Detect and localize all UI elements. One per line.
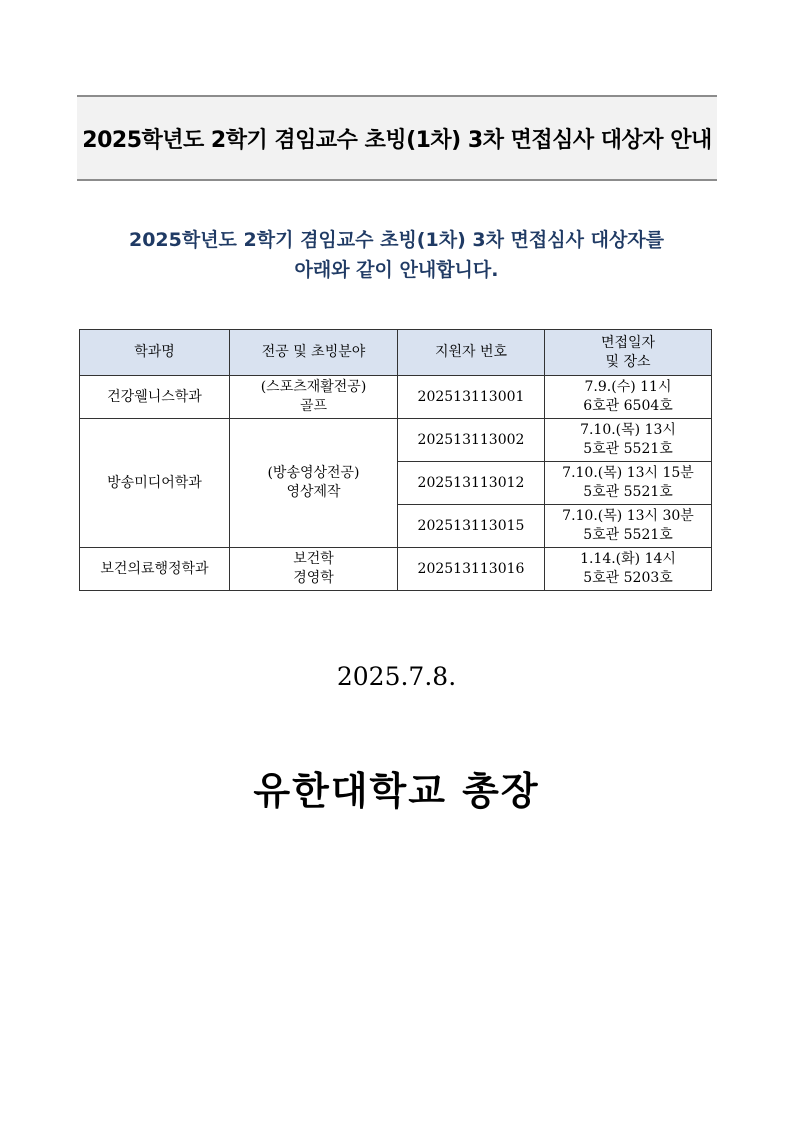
applicant-number-cell: 202513113016	[398, 548, 545, 591]
field-cell: (방송영상전공) 영상제작	[230, 419, 398, 548]
department-cell: 건강웰니스학과	[80, 376, 230, 419]
intro-line-2: 아래와 같이 안내합니다.	[294, 259, 499, 281]
intro-line-1: 2025학년도 2학기 겸임교수 초빙(1차) 3차 면접심사 대상자를	[128, 229, 665, 251]
issuer-signature: 유한대학교 총장	[253, 769, 540, 813]
table-row	[80, 376, 712, 419]
schedule-cell: 7.9.(수) 11시 6호관 6504호	[545, 376, 712, 419]
interview-schedule-table	[79, 329, 712, 591]
applicant-number-cell: 202513113001	[398, 376, 545, 419]
table-header-row	[80, 330, 712, 376]
schedule-cell: 7.10.(목) 13시 15분 5호관 5521호	[545, 462, 712, 505]
schedule-cell: 1.14.(화) 14시 5호관 5203호	[545, 548, 712, 591]
header-department: 학과명	[80, 330, 230, 376]
header-applicant-number: 지원자 번호	[398, 330, 545, 376]
applicant-number-cell: 202513113015	[398, 505, 545, 548]
department-cell: 보건의료행정학과	[80, 548, 230, 591]
schedule-cell: 7.10.(목) 13시 5호관 5521호	[545, 419, 712, 462]
table-row	[80, 419, 712, 462]
announcement-date: 2025.7.8.	[336, 662, 457, 691]
applicant-number-cell: 202513113012	[398, 462, 545, 505]
header-field: 전공 및 초빙분야	[230, 330, 398, 376]
schedule-cell: 7.10.(목) 13시 30분 5호관 5521호	[545, 505, 712, 548]
table-row	[80, 548, 712, 591]
title-box	[77, 95, 717, 181]
page-title: 2025학년도 2학기 겸임교수 초빙(1차) 3차 면접심사 대상자 안내	[82, 127, 712, 153]
field-cell: (스포츠재활전공) 골프	[230, 376, 398, 419]
intro-text	[60, 225, 733, 285]
applicant-number-cell: 202513113002	[398, 419, 545, 462]
field-cell: 보건학 경영학	[230, 548, 398, 591]
header-interview-schedule: 면접일자 및 장소	[545, 330, 712, 376]
department-cell: 방송미디어학과	[80, 419, 230, 548]
